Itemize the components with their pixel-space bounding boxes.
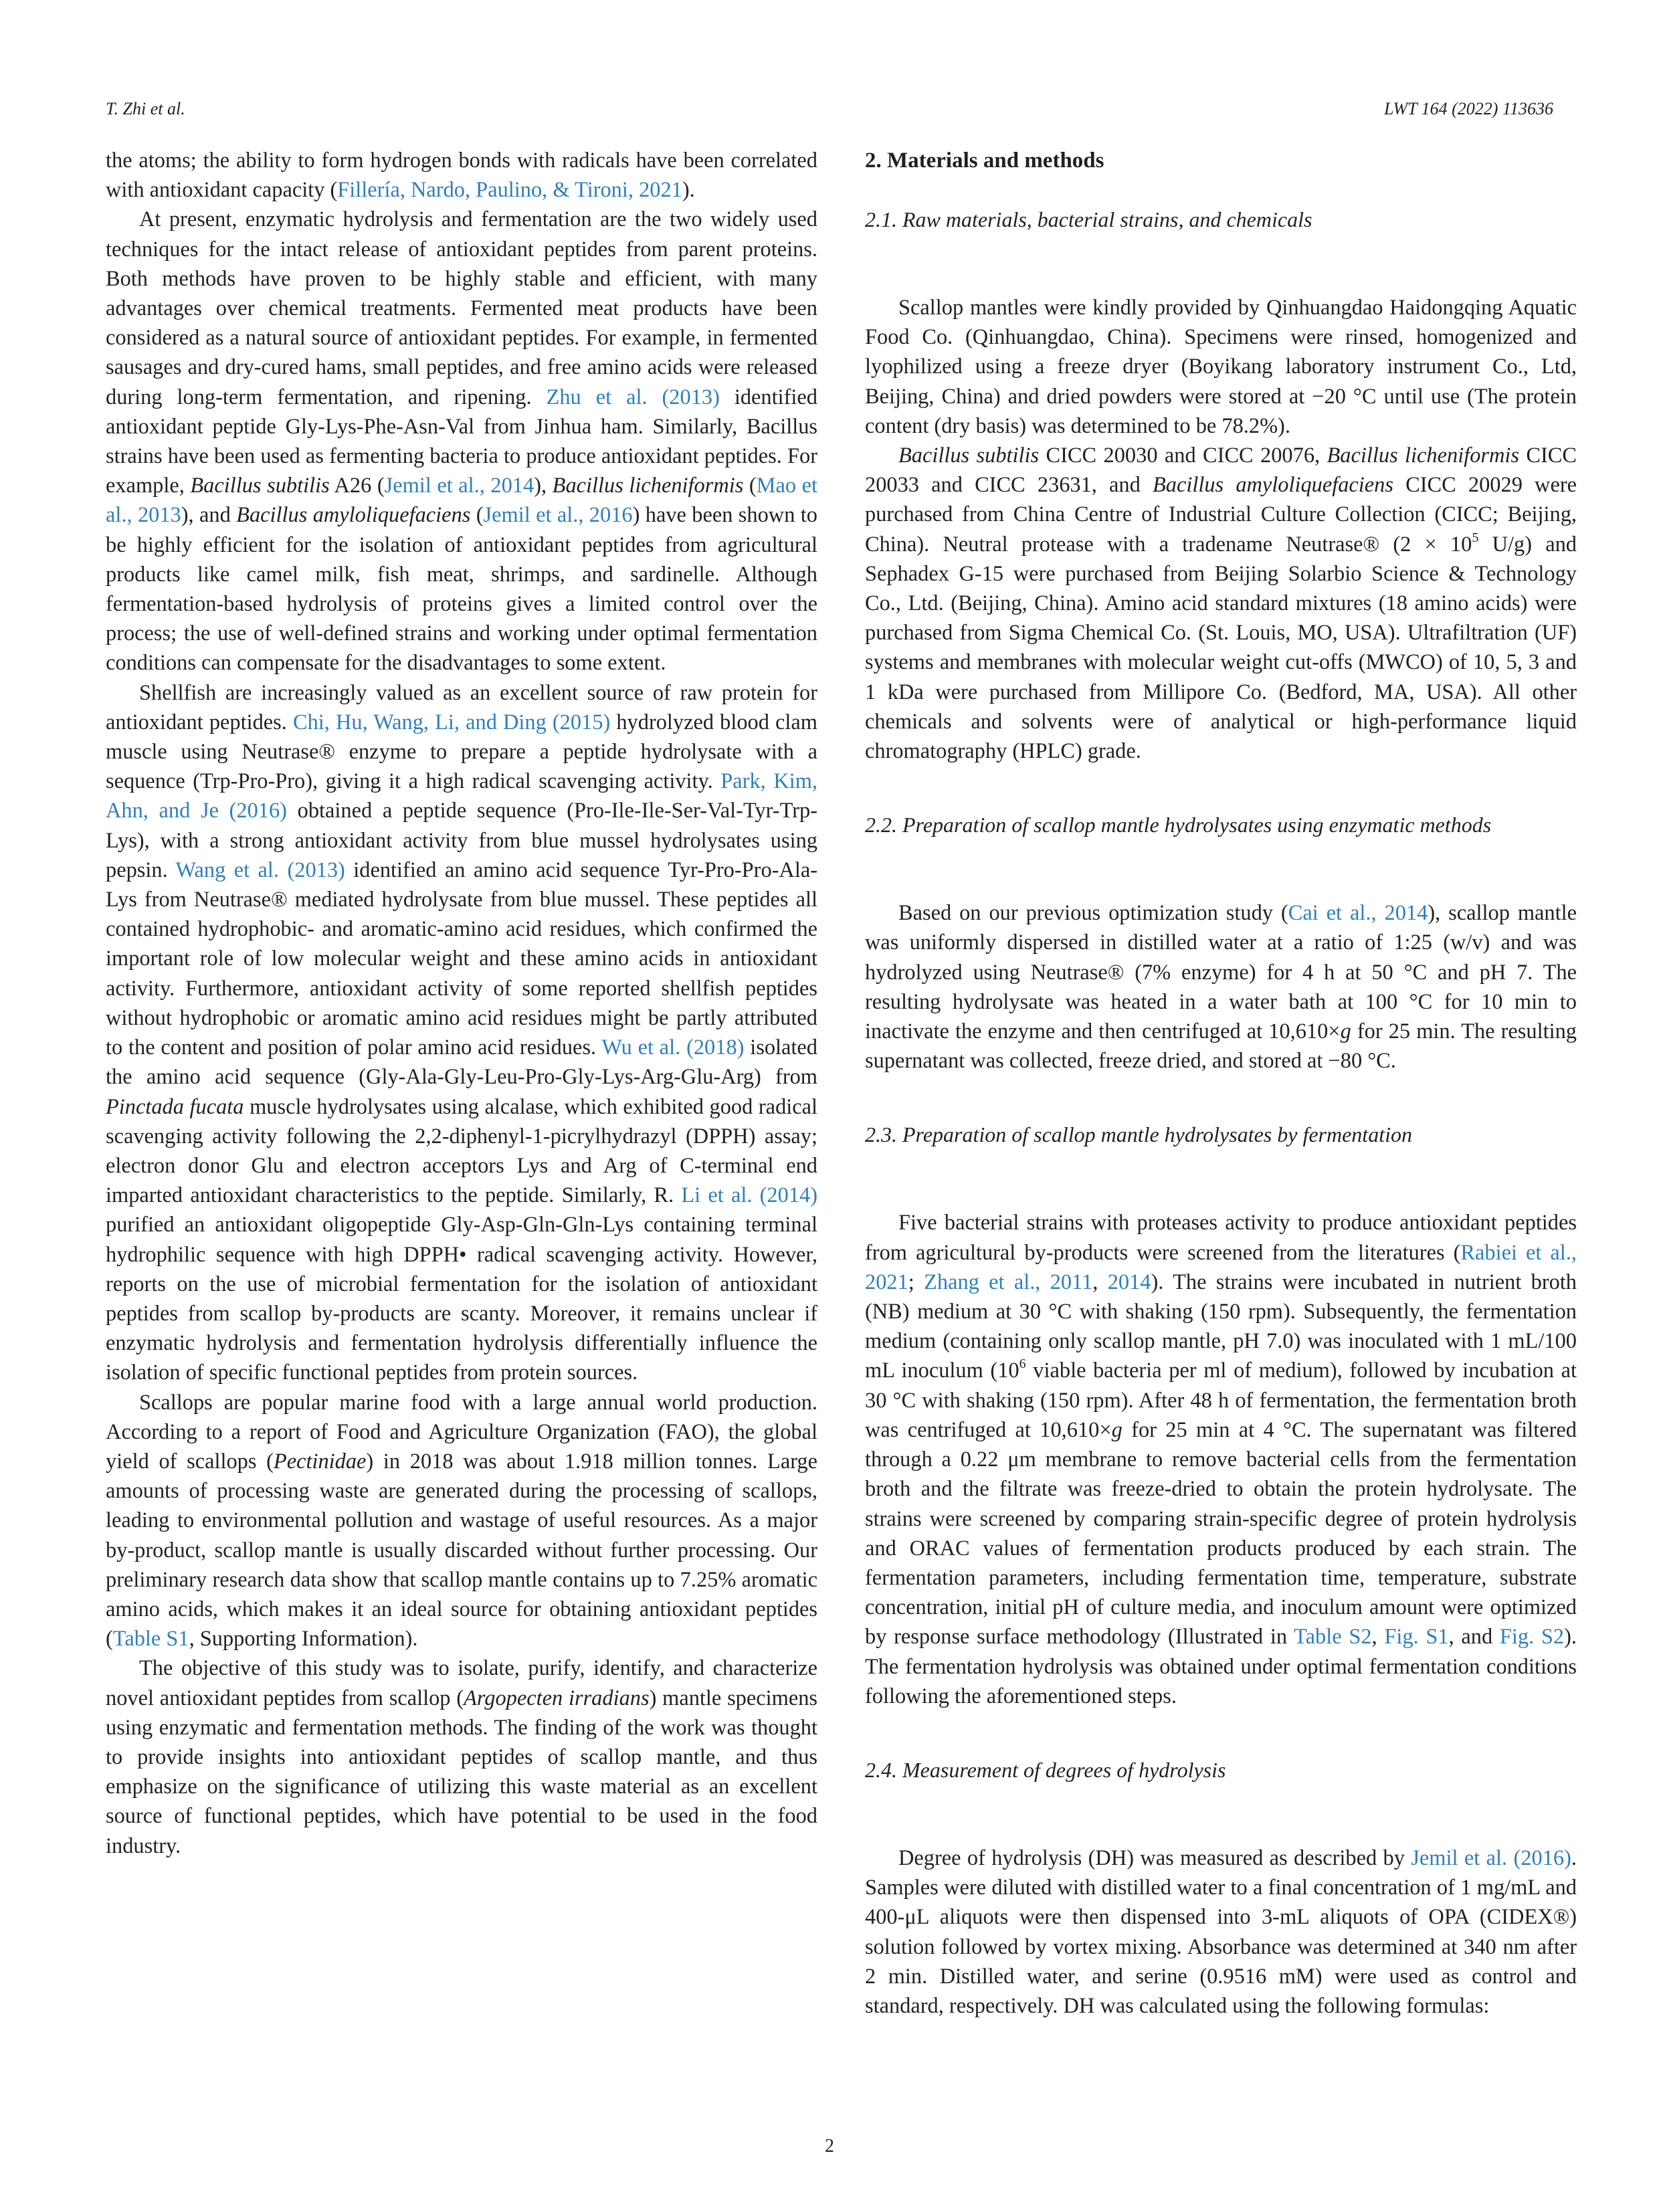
running-header-journal: LWT 164 (2022) 113636 [1383, 99, 1553, 118]
intro-paragraph-2: At present, enzymatic hydrolysis and fermentation are the two widely used techniques for the intact release of antioxidant peptides from parent proteins. Both methods have proven to be highly stable and efficient, with many advantages over chemical treatments. Fermented meat products have been considered as a natural source of antioxidant peptides. For example, in fermented sausages and dry-cured hams, small peptides, and free amino acids were released during long-term fermentation, and ripening. Zhu et al. (2013) identified antioxidant peptide Gly-Lys-Phe-Asn-Val from Jinhua ham. Similarly, Bacillus strains have been used as fermenting bacteria to produce antioxidant peptides. For example, Bacillus subtilis A26 (Jemil et al., 2014), Bacillus licheniformis (Mao et al., 2013), and Bacillus amyloliquefaciens (Jemil et al., 2016) have been shown to be highly efficient for the isolation of antioxidant peptides from agricultural products like camel milk, fish meat, shrimps, and sardinelle. Although fermentation-based hydrolysis of proteins gives a limited control over the process; the use of well-defined strains and working under optimal fermentation conditions can compensate for the disadvantages to some extent. [106, 207, 817, 676]
citation-link[interactable]: Li et al. (2014) [681, 1183, 818, 1208]
citation-link[interactable]: Zhang et al., 2011 [924, 1270, 1093, 1294]
citation-link[interactable]: Mao et al., 2013 [106, 474, 817, 528]
citation-link[interactable]: Chi, Hu, Wang, Li, and Ding (2015) [292, 710, 611, 734]
intro-paragraph-3: Shellfish are increasingly valued as an excellent source of raw protein for antioxidant peptides. Chi, Hu, Wang, Li, and Ding (2015) hydrolyzed blood clam muscle using Neutrase® enzyme to prepare a peptide hydrolysate with a sequence (Trp-Pro-Pro), giving it a high radical scavenging activity. Park, Kim, Ahn, and Je (2016) obtained a peptide sequence (Pro-Ile-Ile-Ser-Val-Tyr-Trp-Lys), with a strong antioxidant activity from blue mussel hydrolysates using pepsin. Wang et al. (2013) identified an amino acid sequence Tyr-Pro-Pro-Ala-Lys from Neutrase® mediated hydrolysate from blue mussel. These peptides all contained hydrophobic- and aromatic-amino acid residues, which confirmed the important role of low molecular weight and these amino acids in antioxidant activity. Furthermore, antioxidant activity of some reported shellfish peptides without hydrophobic or aromatic amino acid residues might be partly attributed to the content and position of polar amino acid residues. Wu et al. (2018) isolated the amino acid sequence (Gly-Ala-Gly-Leu-Pro-Gly-Lys-Arg-Glu-Arg) from Pinctada fucata muscle hydrolysates using alcalase, which exhibited good radical scavenging activity following the 2,2-diphenyl-1-picrylhydrazyl (DPPH) assay; electron donor Glu and electron acceptors Lys and Arg of C-terminal end imparted antioxidant characteristics to the peptide. Similarly, R. Li et al. (2014) purified an antioxidant oligopeptide Gly-Asp-Gln-Gln-Lys containing terminal hydrophilic sequence with high DPPH• radical scavenging activity. However, reports on the use of microbial fermentation for the isolation of antioxidant peptides from scallop by-products are scanty. Moreover, it remains unclear if enzymatic hydrolysis and fermentation hydrolysis differentially influence the isolation of specific functional peptides from protein sources. [106, 680, 818, 1385]
left-column [106, 146, 817, 1861]
supplement-link[interactable]: Fig. S1 [1384, 1625, 1449, 1649]
methods-paragraph: Based on our previous optimization study (Cai et al., 2014), scallop mantle was uniformly dispersed in distilled water at a ratio of 1:25 (w/v) and was hydrolyzed using Neutrase® (7% enzyme) for 4 h at 50 °C and pH 7. The resulting hydrolysate was heated in a water bath at 100 °C for 10 min to inactivate the enzyme and then centrifuged at 10,610×g for 25 min. The resulting supernatant was collected, freeze dried, and stored at −80 °C. [865, 901, 1577, 1074]
methods-paragraph: Scallop mantles were kindly provided by Qinhuangdao Haidongqing Aquatic Food Co. (Qinhuangdao, China). Specimens were rinsed, homogenized and lyophilized using a freeze dryer (Boyikang laboratory instrument Co., Ltd, Beijing, China) and dried powders were stored at −20 °C until use (The protein content (dry basis) was determined to be 78.2%). [865, 296, 1577, 438]
citation-link[interactable]: Fillería, Nardo, Paulino, & Tironi, 2021 [337, 178, 682, 203]
section-heading: 2. Materials and methods [865, 148, 1104, 173]
citation-link[interactable]: Zhu et al. (2013) [546, 385, 720, 409]
intro-paragraph-1: the atoms; the ability to form hydrogen bonds with radicals have been correlated with antioxidant capacity (Fillería, Nardo, Paulino, & Tironi, 2021). [106, 148, 817, 203]
citation-link[interactable]: Wu et al. (2018) [601, 1035, 745, 1060]
supplement-link[interactable]: Table S1 [112, 1627, 189, 1651]
subsection-heading: 2.3. Preparation of scallop mantle hydrolysates by fermentation [865, 1122, 1412, 1147]
subsection-heading: 2.2. Preparation of scallop mantle hydrolysates using enzymatic methods [865, 813, 1492, 837]
citation-link[interactable]: Jemil et al., 2014 [384, 474, 534, 498]
page-number: 2 [825, 2136, 834, 2156]
methods-paragraph: Bacillus subtilis CICC 20030 and CICC 20076, Bacillus licheniformis CICC 20033 and CICC 23631, and Bacillus amyloliquefaciens CICC 20029 were purchased from China Centre of Industrial Culture Collection (CICC; Beijing, China). Neutral protease with a tradename Neutrase® ($2 \times 10^5$ U/g) and Sephadex G-15 were purchased from Beijing Solarbio Science & Technology Co., Ltd. (Beijing, China). Amino acid standard mixtures (18 amino acids) were purchased from Sigma Chemical Co. (St. Louis, MO, USA). Ultrafiltration (UF) systems and membranes with molecular weight cut-offs (MWCO) of 10, 5, 3 and 1 kDa were purchased from Millipore Co. (Bedford, MA, USA). All other chemicals and solvents were of analytical or high-performance liquid chromatography (HPLC) grade. [865, 443, 1577, 764]
methods-paragraph: Five bacterial strains with proteases activity to produce antioxidant peptides from agricultural by-products were screened from the literatures (Rabiei et al., 2021; Zhang et al., 2011, 2014). The strains were incubated in nutrient broth (NB) medium at 30 °C with shaking (150 rpm). Subsequently, the fermentation medium (containing only scallop mantle, pH 7.0) was inoculated with 1 mL/100 mL inoculum ($10^6$ viable bacteria per ml of medium), followed by incubation at 30 °C with shaking (150 rpm). After 48 h of fermentation, the fermentation broth was centrifuged at 10,610×g for 25 min at 4 °C. The supernatant was filtered through a 0.22 μm membrane to remove bacterial cells from the fermentation broth and the filtrate was freeze-dried to obtain the protein hydrolysate. The strains were screened by comparing strain-specific degree of protein hydrolysis and ORAC values of fermentation products produced by each strain. The fermentation parameters, including fermentation time, temperature, substrate concentration, initial pH of culture media, and inoculum amount were optimized by response surface methodology (Illustrated in Table S2, Fig. S1, and Fig. S2). The fermentation hydrolysis was obtained under optimal fermentation conditions following the aforementioned steps. [865, 1211, 1577, 1708]
citation-link[interactable]: Jemil et al., 2016 [483, 503, 633, 528]
supplement-link[interactable]: Table S2 [1294, 1625, 1372, 1649]
running-header-authors: T. Zhi et al. [106, 99, 185, 118]
methods-paragraph: Degree of hydrolysis (DH) was measured as described by Jemil et al. (2016). Samples were diluted with distilled water to a final concentration of 1 mg/mL and 400-μL aliquots were then dispensed into 3-mL aliquots of OPA (CIDEX®) solution followed by vortex mixing. Absorbance was determined at 340 nm after 2 min. Distilled water, and serine (0.9516 mM) were used as control and standard, respectively. DH was calculated using the following formulas: [865, 1845, 1577, 2018]
citation-link[interactable]: Rabiei et al., 2021 [865, 1240, 1577, 1294]
subsection-heading: 2.1. Raw materials, bacterial strains, and chemicals [865, 207, 1312, 231]
citation-link[interactable]: Cai et al., 2014 [1288, 901, 1428, 926]
intro-paragraph-5: The objective of this study was to isolate, purify, identify, and characterize novel antioxidant peptides from scallop (Argopecten irradians) mantle specimens using enzymatic and fermentation methods. The finding of the work was thought to provide insights into antioxidant peptides of scallop mantle, and thus emphasize on the significance of utilizing this waste material as an excellent source of functional peptides, which have potential to be used in the food industry. [106, 1656, 817, 1858]
citation-link[interactable]: 2014 [1107, 1270, 1151, 1294]
citation-link[interactable]: Park, Kim, Ahn, and Je (2016) [106, 769, 817, 823]
intro-paragraph-4: Scallops are popular marine food with a large annual world production. According to a report of Food and Agriculture Organization (FAO), the global yield of scallops (Pectinidae) in 2018 was about 1.918 million tonnes. Large amounts of processing waste are generated during the processing of scallops, leading to environmental pollution and wastage of useful resources. As a major by-product, scallop mantle is usually discarded without further processing. Our preliminary research data show that scallop mantle contains up to 7.25% aromatic amino acids, which makes it an ideal source for obtaining antioxidant peptides (Table S1, Supporting Information). [106, 1390, 817, 1651]
citation-link[interactable]: Jemil et al. (2016) [1411, 1845, 1571, 1870]
subsection-heading: 2.4. Measurement of degrees of hydrolysis [865, 1757, 1226, 1782]
right-column [865, 146, 1577, 2021]
citation-link[interactable]: Wang et al. (2013) [175, 858, 345, 882]
supplement-link[interactable]: Fig. S2 [1499, 1625, 1565, 1649]
